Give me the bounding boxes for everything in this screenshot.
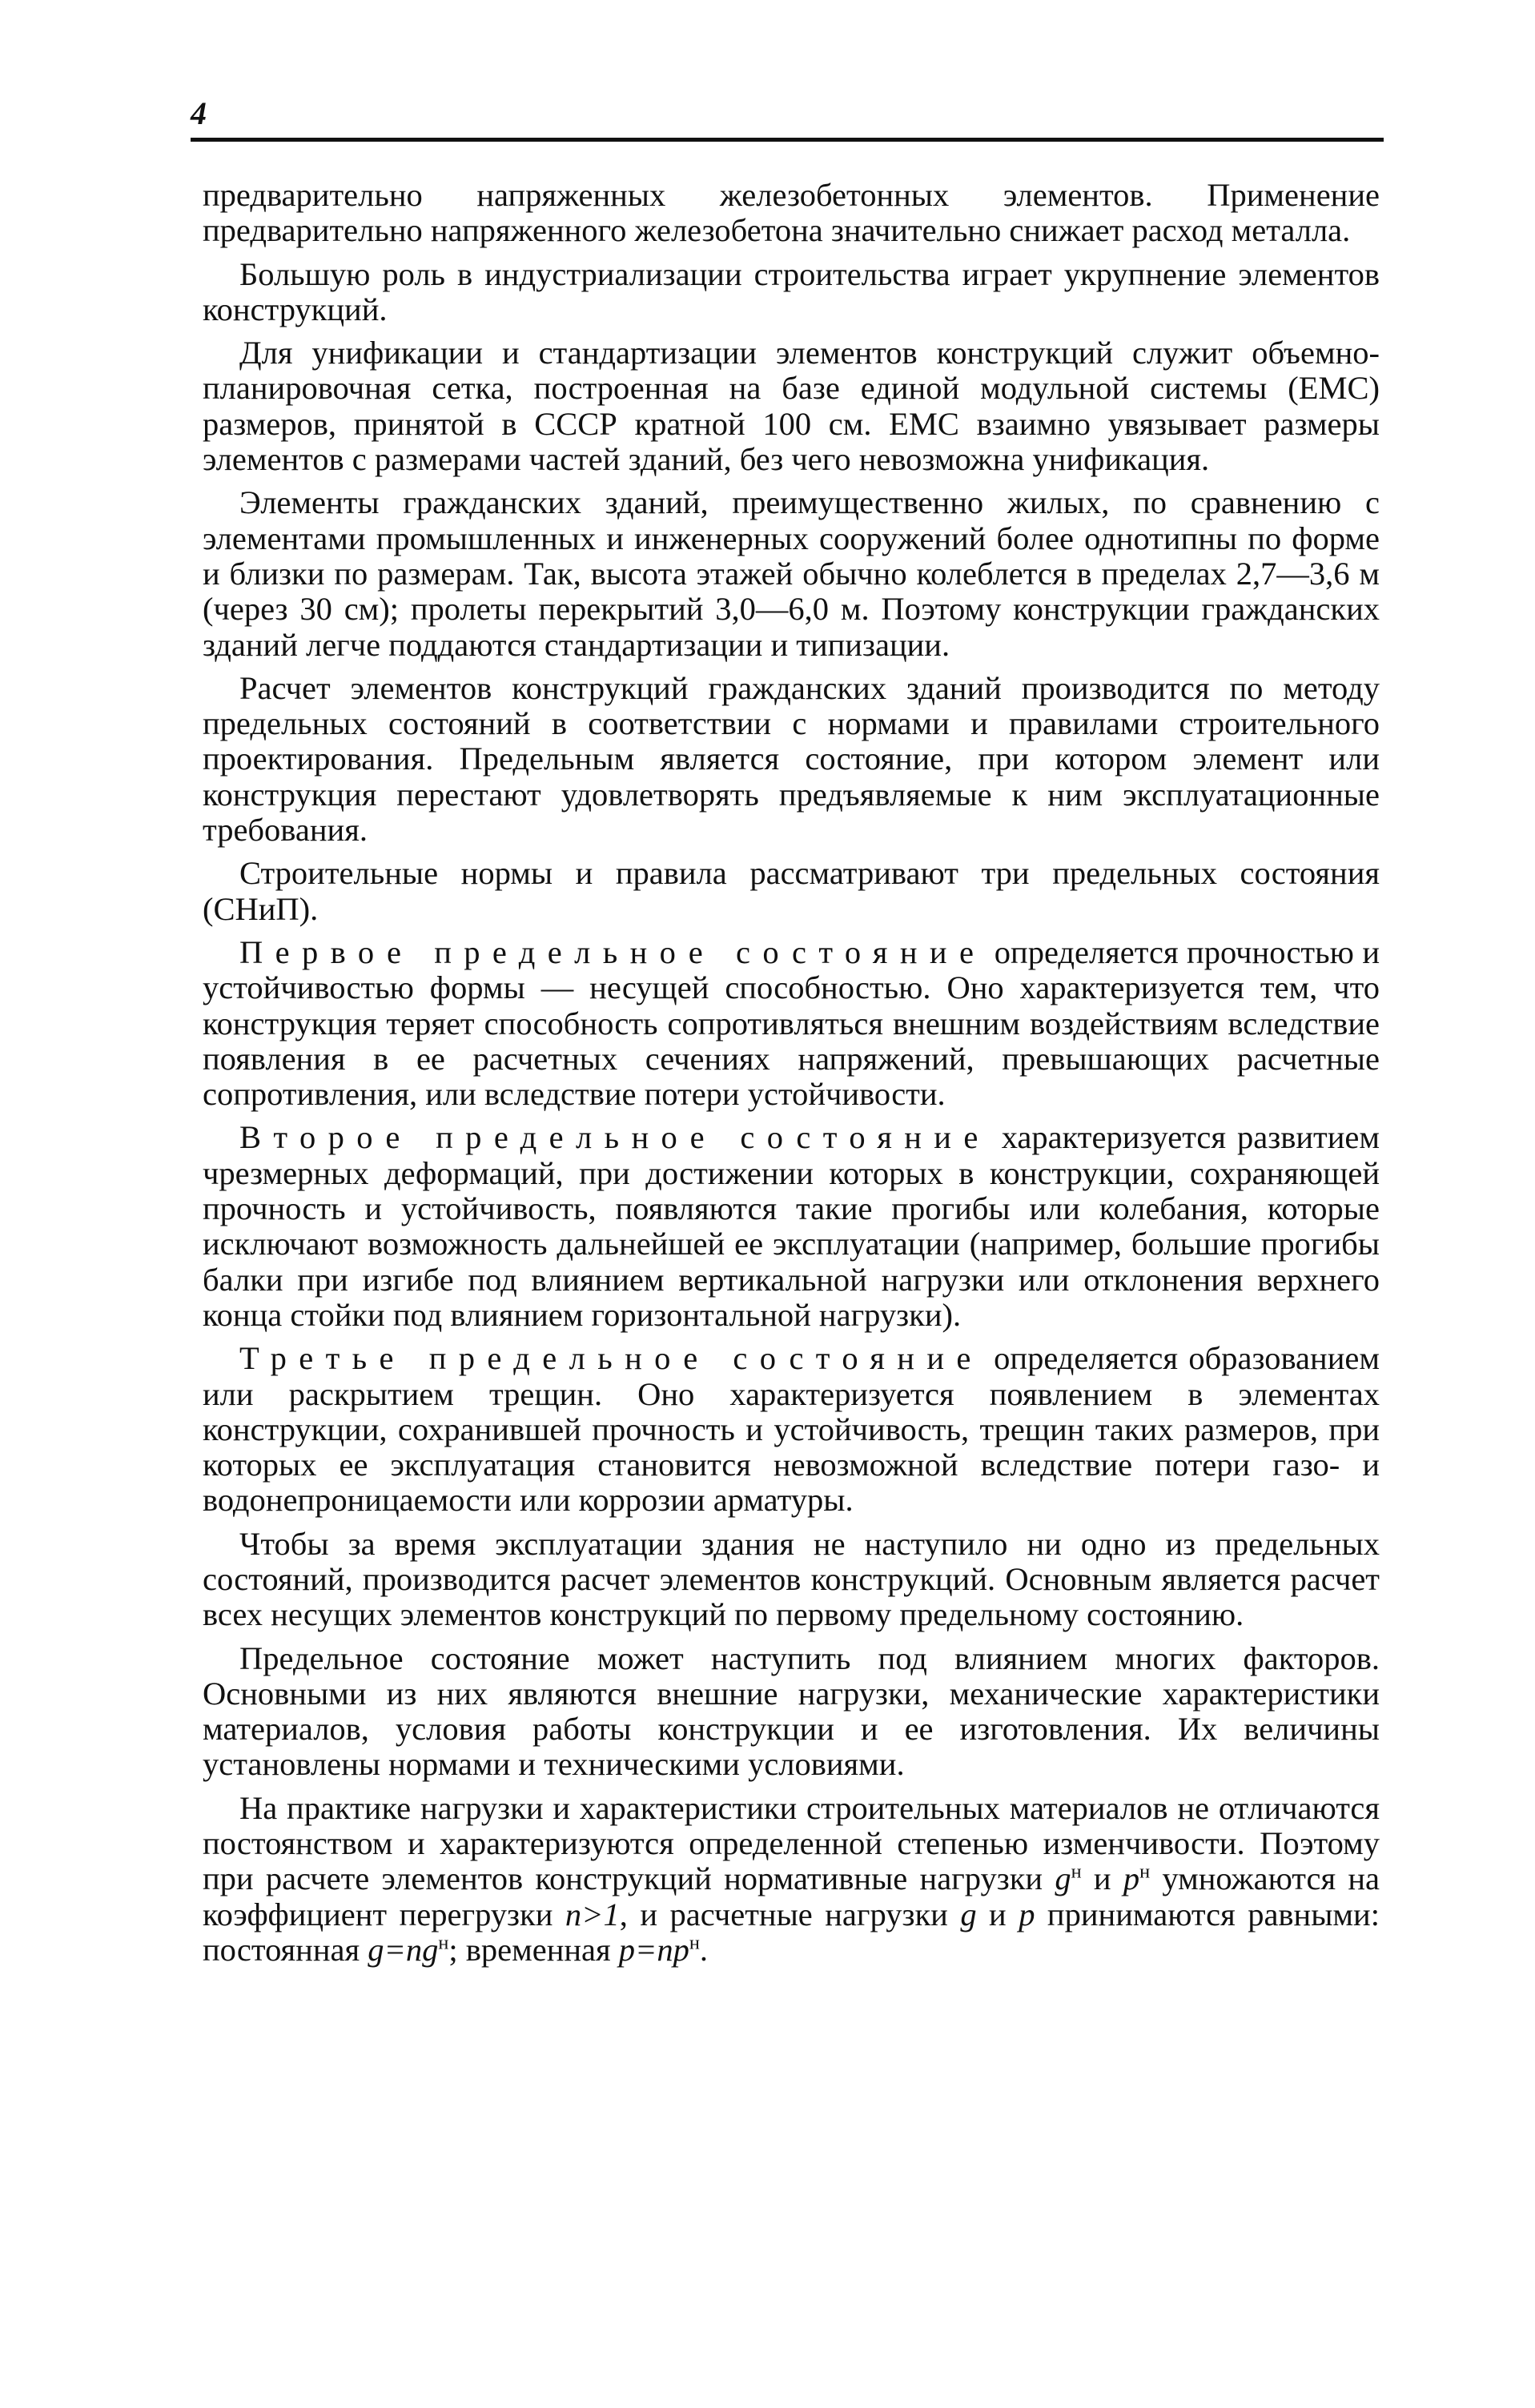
var-g: g (960, 1896, 977, 1932)
p12-text-5: и (976, 1896, 1019, 1932)
var-p: p (1123, 1860, 1140, 1897)
p12-text-6: принимаются равными: постоянная (203, 1896, 1380, 1968)
paragraph-1: предварительно напряженных железобетонных элементов. Применение предварительно напряженного железобетона значительно снижает расход металла. (203, 177, 1380, 249)
var-p: p (1019, 1896, 1035, 1932)
paragraph-11: Предельное состояние может наступить под влиянием многих факторов. Основными из них являются внешние нагрузки, механические характеристики материалов, условия работы конструкции и ее изготовления. Их величины установлены нормами и техническими условиями. (203, 1639, 1380, 1783)
p12-text-3: умножаются на коэффициент перегрузки (203, 1860, 1380, 1932)
sup-n: н (1139, 1860, 1151, 1883)
paragraph-10: Чтобы за время эксплуатации здания не наступило ни одно из предельных состояний, производится расчет элементов конструкций. Основным является расчет всех несущих элементов конструкций по первому предельному состоянию. (203, 1525, 1380, 1633)
paragraph-12 (203, 1791, 1380, 1968)
paragraph-6: Строительные нормы и правила рассматривают три предельных состояния (СНиП). (203, 855, 1380, 927)
paragraph-8 (203, 1120, 1380, 1333)
overload-coefficient: n>1 (565, 1896, 620, 1932)
p12-text-8: . (699, 1931, 709, 1968)
p12-text-2: и (1081, 1860, 1123, 1897)
paragraph-9 (203, 1341, 1380, 1518)
body-text (203, 178, 1380, 1976)
permanent-load-formula: g=ng (368, 1931, 439, 1968)
header-rule (191, 138, 1384, 142)
p12-text-4: , и расчетные нагрузки (619, 1896, 961, 1932)
p12-text-7: ; временная (448, 1931, 619, 1968)
p12-text-1: На практике нагрузки и характеристики строительных материалов не отличаются постоянством и характеризуются определенной степенью изменчивости. Поэтому при расчете элементов конструкций нормативные нагрузки (203, 1789, 1380, 1897)
paragraph-3: Для унификации и стандартизации элементов конструкций служит объемно-планировочная сетка, построенная на базе единой модульной системы (ЕМС) размеров, принятой в СССР кратной 100 см. ЕМС взаимно увязывает размеры элементов с размерами частей зданий, без чего невозможна унификация. (203, 335, 1380, 478)
first-limit-state-heading: Первое предельное состояние (239, 933, 986, 970)
paragraph-7-text: определяется прочностью и устойчивостью формы — несущей способностью. Оно характеризуется тем, что конструкция теряет способность сопротивляться внешним воздействиям вследствие появления в ее расчетных сечениях напряжений, превышающих расчетные сопротивления, или вследствие потери устойчивости. (203, 933, 1380, 1113)
sup-n: н (689, 1932, 700, 1954)
paragraph-9-text: определяется образованием или раскрытием трещин. Оно характеризуется появлением в элементах конструкции, сохранившей прочность и устойчивость, трещин таких размеров, при которых ее эксплуатация становится невозможной вследствие потери газо- и водонепроницаемости или коррозии арматуры. (203, 1340, 1380, 1519)
page-number: 4 (191, 95, 207, 131)
third-limit-state-heading: Третье предельное состояние (239, 1340, 983, 1377)
sup-n: н (438, 1932, 449, 1954)
paragraph-7 (203, 935, 1380, 1112)
sup-n: н (1071, 1860, 1082, 1883)
paragraph-4: Элементы гражданских зданий, преимущественно жилых, по сравнению с элементами промышленных и инженерных сооружений более однотипны по форме и близки по размерам. Так, высота этажей обычно колеблется в пределах 2,7—3,6 м (через 30 см); пролеты перекрытий 3,0—6,0 м. Поэтому конструкции гражданских зданий легче поддаются стандартизации и типизации. (203, 484, 1380, 663)
second-limit-state-heading: Второе предельное состояние (239, 1119, 991, 1156)
paragraph-5: Расчет элементов конструкций гражданских зданий производится по методу предельных состояний в соответствии с нормами и правилами строительного проектирования. Предельным является состояние, при котором элемент или конструкция перестают удовлетворять предъявляемые к ним эксплуатационные требования. (203, 669, 1380, 849)
var-g: g (1055, 1860, 1071, 1897)
paragraph-2: Большую роль в индустриализации строительства играет укрупнение элементов конструкций. (203, 255, 1380, 327)
temporary-load-formula: p=np (618, 1931, 689, 1968)
paragraph-8-text: характеризуется развитием чрезмерных деформаций, при достижении которых в конструкции, сохраняющей прочность и устойчивость, появляются такие прогибы или колебания, которые исключают возможность дальнейшей ее эксплуатации (например, большие прогибы балки при изгибе под влиянием вертикальной нагрузки или отклонения верхнего конца стойки под влиянием горизонтальной нагрузки). (203, 1119, 1380, 1333)
